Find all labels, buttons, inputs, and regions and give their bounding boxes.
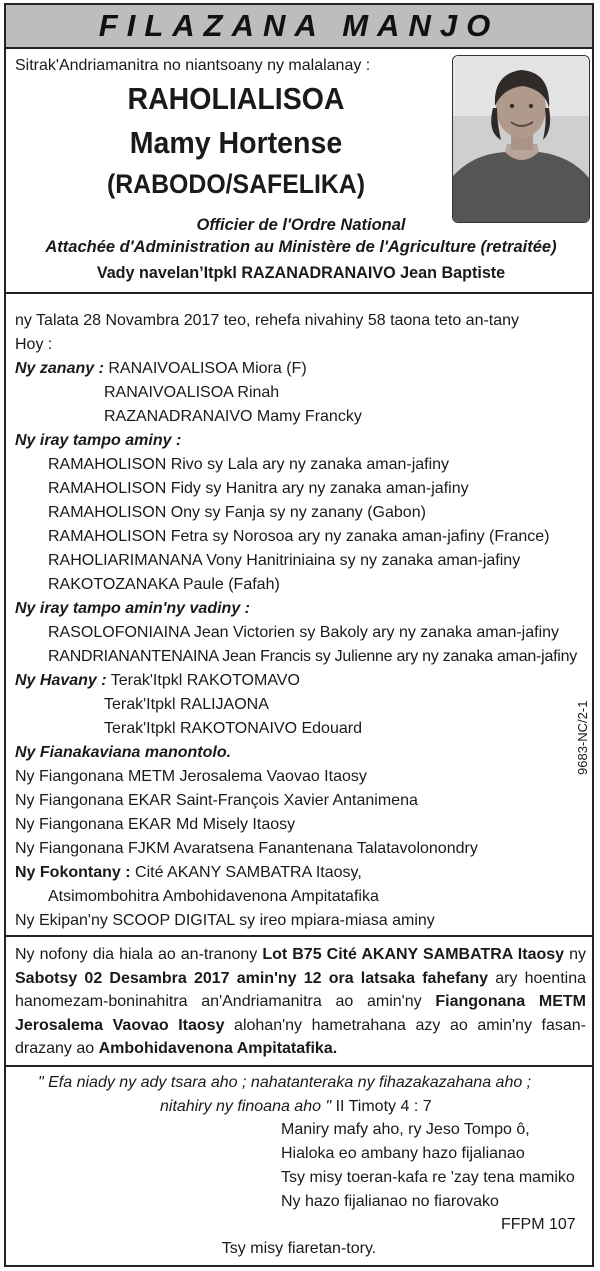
deceased-surname: RAHOLIALISOA bbox=[127, 81, 345, 116]
in-laws-item: RANDRIANANTENAINA Jean Francis sy Julienne ary ny zanaka aman-jafiny bbox=[48, 648, 577, 665]
in-laws-item: RASOLOFONIAINA Jean Victorien sy Bakoly ary ny zanaka aman-jafiny bbox=[48, 624, 560, 641]
verse-line2 bbox=[160, 1098, 432, 1116]
hymn-line: Ny hazo fijalianao no fiarovako bbox=[281, 1193, 499, 1210]
children-name: RANAIVOALISOA Miora (F) bbox=[108, 360, 307, 377]
hymn-line: Hialoka eo ambany hazo fijalianao bbox=[281, 1145, 525, 1162]
announce-line: ny Talata 28 Novambra 2017 teo, rehefa nivahiny 58 taona teto an-tany bbox=[15, 312, 520, 329]
verse-text: nitahiry ny finoana aho " bbox=[160, 1098, 332, 1115]
funeral-address: Lot B75 Cité AKANY SAMBATRA Itaosy bbox=[262, 946, 565, 963]
fokontany-first bbox=[15, 864, 362, 882]
hymn-reference: FFPM 107 bbox=[501, 1216, 576, 1233]
deceased-given-name: Mamy Hortense bbox=[129, 125, 343, 160]
church-item: Ny Fiangonana EKAR Md Misely Itaosy bbox=[15, 816, 296, 833]
funeral-text: alohan'ny hametrahana azy ao amin'ny fasan-drazany ao bbox=[15, 1016, 586, 1057]
verse-reference: II Timoty 4 : 7 bbox=[331, 1098, 432, 1115]
funeral-text: ary hoentina hanomezam-boninahitra an'Andriamanitra ao amin'ny bbox=[15, 969, 586, 1010]
verse-line1: " Efa niady ny ady tsara aho ; nahatanteraka ny fihazakazahana aho ; bbox=[38, 1074, 532, 1091]
children-item: RAZANADRANAIVO Mamy Francky bbox=[104, 408, 362, 425]
in-laws-label: Ny iray tampo amin'ny vadiny : bbox=[15, 600, 250, 617]
funeral-date: Sabotsy 02 Desambra 2017 amin'ny 12 ora latsaka fahefany bbox=[15, 969, 489, 987]
family-line: Ny Fianakaviana manontolo. bbox=[15, 744, 232, 761]
divider-top bbox=[6, 292, 592, 294]
church-item: Ny Fiangonana FJKM Avaratsena Fanantenana Talatavolonondry bbox=[15, 840, 478, 857]
profession-title: Attachée d'Administration au Ministère de l'Agriculture (retraitée) bbox=[45, 238, 557, 256]
announce-hoy: Hoy : bbox=[15, 336, 53, 353]
funeral-text: Ny nofony dia hiala ao an-tranony bbox=[15, 946, 263, 963]
portrait-image bbox=[453, 56, 589, 222]
siblings-item: RAHOLIARIMANANA Vony Hanitriniaina sy ny zanaka aman-jafiny bbox=[48, 552, 521, 569]
siblings-item: RAMAHOLISON Ony sy Fanja sy ny zanany (Gabon) bbox=[48, 504, 426, 521]
team-line: Ny Ekipan'ny SCOOP DIGITAL sy ireo mpiara-miasa aminy bbox=[15, 912, 435, 929]
siblings-item: RAKOTOZANAKA Paule (Fafah) bbox=[48, 576, 280, 593]
relatives-name: Terak'Itpkl RAKOTOMAVO bbox=[110, 672, 300, 689]
fokontany-name: Cité AKANY SAMBATRA Itaosy, bbox=[135, 864, 362, 881]
siblings-item: RAMAHOLISON Fetra sy Norosoa ary ny zanaka aman-jafiny (France) bbox=[48, 528, 550, 545]
children-first bbox=[15, 360, 307, 378]
church-item: Ny Fiangonana EKAR Saint-François Xavier Antanimena bbox=[15, 792, 418, 809]
honor-title: Officier de l'Ordre National bbox=[196, 216, 406, 234]
deceased-alias: (RABODO/SAFELIKA) bbox=[106, 169, 366, 199]
closing-line: Tsy misy fiaretan-tory. bbox=[221, 1240, 377, 1257]
children-label: Ny zanany : bbox=[15, 360, 104, 377]
siblings-label: Ny iray tampo aminy : bbox=[15, 432, 182, 449]
funeral-paragraph bbox=[15, 943, 586, 1061]
hymn-line: Maniry mafy aho, ry Jeso Tompo ô, bbox=[281, 1121, 530, 1138]
relatives-item: Terak'Itpkl RALIJAONA bbox=[104, 696, 269, 713]
divider-middle bbox=[6, 935, 592, 937]
relatives-first bbox=[15, 672, 300, 690]
fokontany-line2: Atsimombohitra Ambohidavenona Ampitatafika bbox=[48, 888, 379, 905]
funeral-church: Fiangonana METM Jerosalema Vaovao Itaosy bbox=[15, 993, 586, 1034]
siblings-item: RAMAHOLISON Rivo sy Lala ary ny zanaka aman-jafiny bbox=[48, 456, 450, 473]
children-item: RANAIVOALISOA Rinah bbox=[104, 384, 280, 401]
funeral-tomb: Ambohidavenona Ampitatafika. bbox=[98, 1040, 338, 1057]
church-item: Ny Fiangonana METM Jerosalema Vaovao Itaosy bbox=[15, 768, 367, 785]
relatives-item: Terak'Itpkl RAKOTONAIVO Edouard bbox=[104, 720, 362, 737]
intro-line: Sitrak'Andriamanitra no niantsoany ny malalanay : bbox=[15, 57, 371, 74]
hymn-line: Tsy misy toeran-kafa re 'zay tena mamiko bbox=[281, 1169, 575, 1186]
relatives-label: Ny Havany : bbox=[15, 672, 107, 689]
fokontany-label: Ny Fokontany : bbox=[15, 864, 131, 881]
funeral-text: ny bbox=[564, 946, 586, 963]
reference-code: 9683-NC/2-1 bbox=[575, 700, 590, 775]
notice-frame bbox=[4, 3, 594, 1267]
portrait-photo bbox=[452, 55, 590, 223]
banner-title: FILAZANA MANJO bbox=[98, 8, 500, 43]
spouse-line: Vady navelan’Itpkl RAZANADRANAIVO Jean Baptiste bbox=[96, 263, 506, 282]
notice-banner bbox=[6, 5, 592, 49]
divider-bottom bbox=[6, 1065, 592, 1067]
siblings-item: RAMAHOLISON Fidy sy Hanitra ary ny zanaka aman-jafiny bbox=[48, 480, 469, 497]
